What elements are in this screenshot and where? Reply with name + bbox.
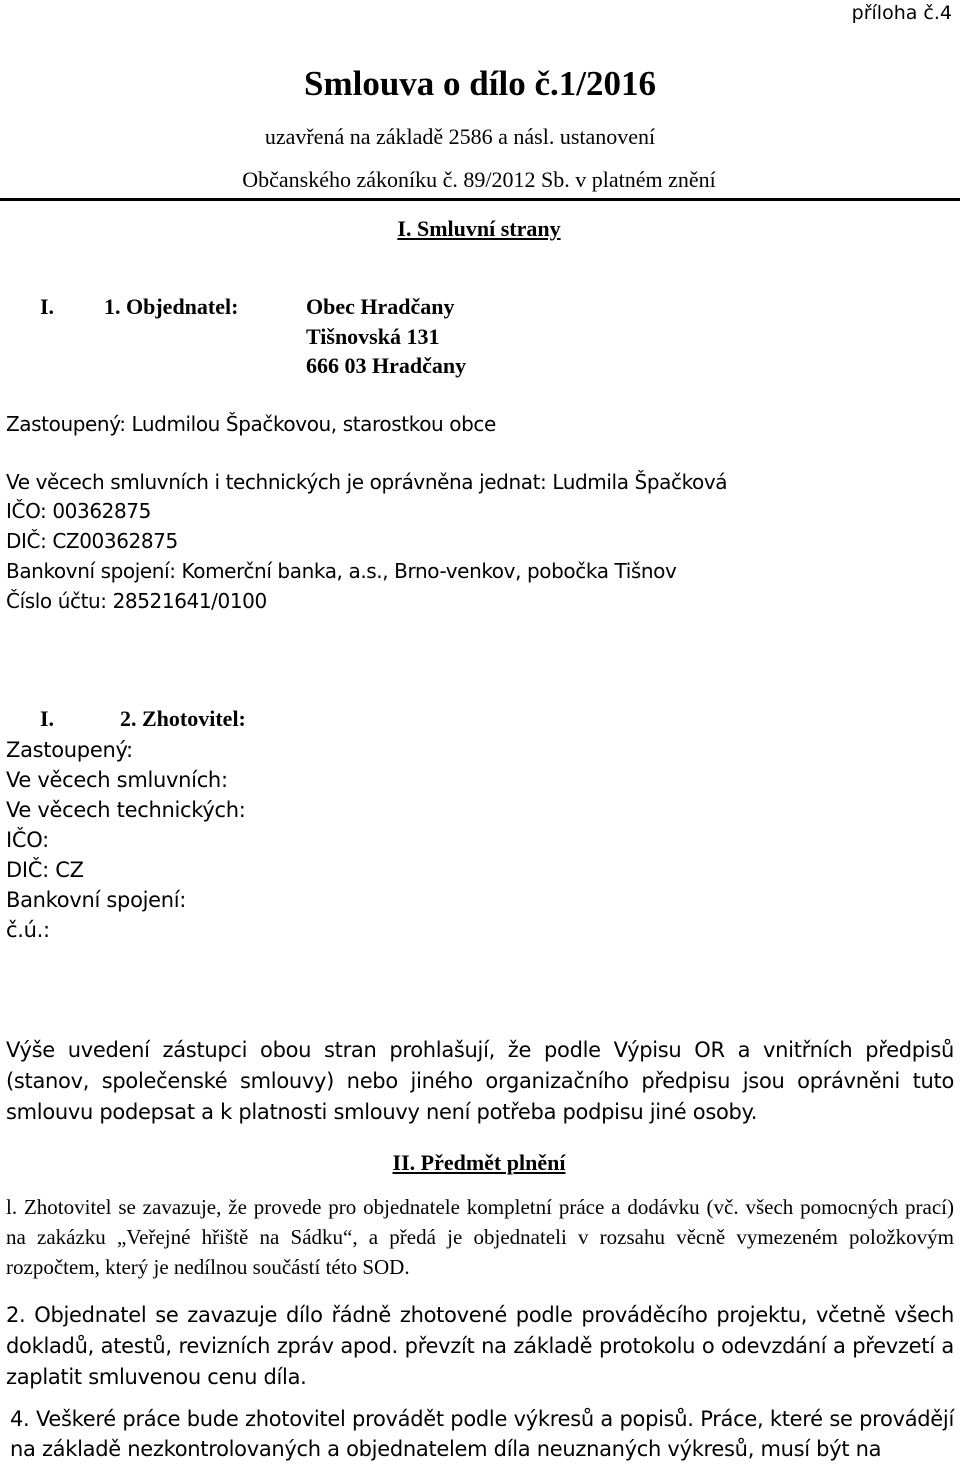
title-subline-2: Občanského zákoníku č. 89/2012 Sb. v platném znění (242, 167, 716, 192)
attachment-label: příloha č.4 (851, 2, 952, 24)
contractor-fields (6, 735, 246, 945)
contractor-field: Bankovní spojení: (6, 888, 187, 912)
client-label: 1. Objednatel: (104, 294, 239, 319)
declaration-paragraph: Výše uvedení zástupci obou stran prohlašují, že podle Výpisu OR a vnitřních předpisů (stanov, společenské smlouvy) nebo jiného organizačního předpisu jsou oprávněni tuto smlouvu podepsat a k platnosti smlouvy není potřeba podpisu jiné osoby. (6, 1038, 954, 1124)
client-dic: DIČ: CZ00362875 (6, 529, 178, 553)
client-represented: Zastoupený: Ludmilou Špačkovou, starostkou obce (6, 412, 496, 436)
client-city: 666 03 Hradčany (306, 353, 467, 378)
client-ico: IČO: 00362875 (6, 499, 151, 523)
title-subline-1: uzavřená na základě 2586 a násl. ustanovení (264, 124, 656, 149)
contractor-field: č.ú.: (6, 918, 50, 942)
contractor-field: Ve věcech technických: (6, 798, 246, 822)
contractor-field: DIČ: CZ (6, 858, 84, 882)
contractor-section-number: I. (40, 706, 55, 731)
client-authorized: Ve věcech smluvních i technických je oprávněna jednat: Ludmila Špačková (6, 470, 728, 494)
subject-paragraph-2: 2. Objednatel se zavazuje dílo řádně zhotovené podle prováděcího projektu, včetně všech dokladů, atestů, revizních zpráv apod. převzít na základě protokolu o odevzdání a převzetí a zaplatit smluvenou cenu díla. (6, 1303, 954, 1389)
subject-paragraph-4: 4. Veškeré práce bude zhotovitel provádět podle výkresů a popisů. Práce, které se provádějí na základě nezkontrolovaných a objednatelem díla neuznaných výkresů, musí být na (10, 1407, 954, 1461)
section-heading-subject: II. Předmět plnění (392, 1150, 566, 1175)
client-account: Číslo účtu: 28521641/0100 (6, 589, 267, 613)
client-bank: Bankovní spojení: Komerční banka, a.s., Brno-venkov, pobočka Tišnov (6, 559, 677, 583)
client-section-number: I. (40, 294, 55, 319)
subject-paragraph-1: l. Zhotovitel se zavazuje, že provede pro objednatele kompletní práce a dodávku (vč. všech pomocných prací) na zakázku „Veřejné hřiště na Sádku“, a předá je objednateli v rozsahu věcně vymezeném položkovým rozpočtem, který je nedílnou součástí této SOD. (6, 1195, 954, 1279)
contractor-label: 2. Zhotovitel: (120, 706, 246, 731)
contractor-field: IČO: (6, 828, 49, 852)
client-street: Tišnovská 131 (306, 324, 440, 349)
contractor-field: Ve věcech smluvních: (6, 768, 228, 792)
contractor-field: Zastoupený: (6, 738, 133, 762)
document-title: Smlouva o dílo č.1/2016 (304, 64, 656, 103)
section-heading-parties: I. Smluvní strany (397, 216, 561, 241)
client-name: Obec Hradčany (306, 294, 455, 319)
horizontal-rule (0, 198, 960, 201)
